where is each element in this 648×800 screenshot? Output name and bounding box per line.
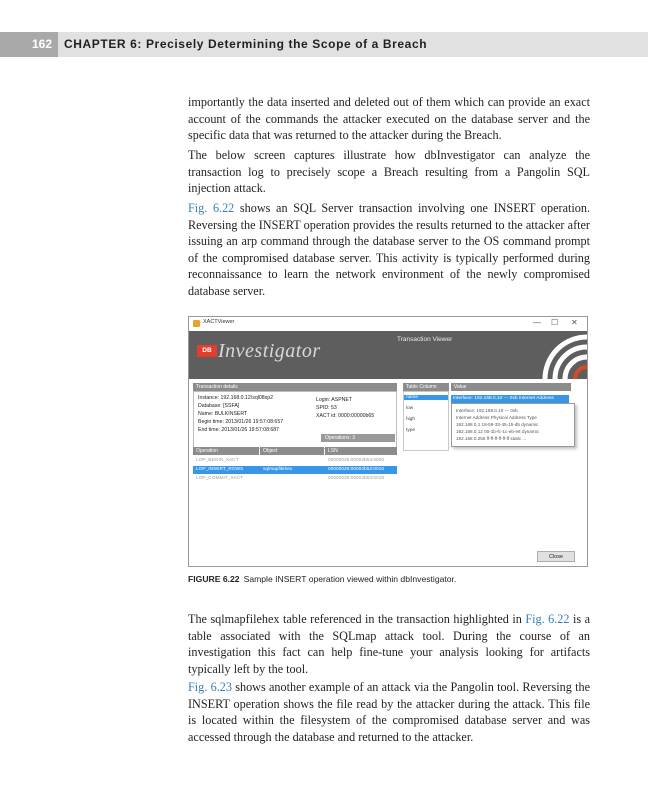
- operation-cell: LOP_BEGIN_XACT: [196, 458, 239, 463]
- tooltip-line: 192.168.0.255 ff-ff-ff-ff-ff-ff static ...: [456, 436, 527, 441]
- detail-instance: Instance: 192.168.0.12\sql08sp2: [198, 395, 273, 401]
- tooltip-line: Interface: 192.168.0.10 --- 0xb: [456, 408, 518, 413]
- figure-screenshot: [188, 316, 588, 567]
- body-paragraph-4: [188, 611, 590, 677]
- app-banner: [189, 331, 587, 379]
- table-row[interactable]: [193, 475, 397, 483]
- logo-text: Investigator: [218, 340, 321, 362]
- minimize-icon[interactable]: —: [533, 318, 541, 327]
- caption-label: FIGURE 6.22: [188, 574, 240, 584]
- running-header: [0, 32, 648, 57]
- maximize-icon[interactable]: ☐: [551, 318, 559, 327]
- list-item[interactable]: low: [406, 406, 414, 411]
- value-tooltip: [451, 403, 575, 447]
- figure-reference-link[interactable]: Fig. 6.23: [188, 680, 232, 694]
- figure-caption: [188, 574, 456, 584]
- list-item[interactable]: type: [406, 428, 416, 433]
- grid-header-operation[interactable]: Operation: [193, 447, 259, 455]
- table-column-header[interactable]: Table Column: [403, 383, 449, 391]
- body-paragraph-2: The below screen captures illustrate how dbInvestigator can analyze the transaction log to precisely scope a Breach resulting from a Pangolin SQL injection attack.: [188, 148, 590, 196]
- table-row[interactable]: [193, 457, 397, 465]
- detail-login: Login: ASPNET: [316, 397, 353, 403]
- lsn-cell: 00000026:00002b53:0018: [328, 476, 385, 481]
- body-paragraph-3: [188, 200, 590, 300]
- paragraph-text: The sqlmapfilehex table referenced in the transaction highlighted in: [188, 612, 526, 626]
- banner-label: Transaction Viewer: [397, 336, 453, 343]
- tooltip-line: 192.168.0.12 00-1b-fc-1c-eb-e6 dynamic: [456, 429, 539, 434]
- close-button[interactable]: Close: [537, 551, 575, 562]
- detail-spid: SPID: 53: [316, 405, 337, 411]
- value-header[interactable]: Value: [451, 383, 571, 391]
- body-paragraph-5: [188, 679, 590, 745]
- caption-text: Sample INSERT operation viewed within dbInvestigator.: [243, 574, 457, 584]
- app-icon: [193, 320, 200, 327]
- object-cell: sqlmapfilehex: [263, 467, 293, 472]
- window-titlebar: [189, 317, 587, 331]
- table-column-list: [403, 391, 449, 451]
- detail-end-time: End time: 2013/01/26 19:57:08:687: [198, 427, 280, 433]
- grid-header-object[interactable]: Object: [260, 447, 324, 455]
- operations-count: Operations: 3: [321, 434, 395, 442]
- window-title: XACTViewer: [203, 319, 235, 325]
- logo-db-box: DB: [197, 345, 217, 357]
- detail-database: Database: [SSFA]: [198, 403, 240, 409]
- list-item[interactable]: high: [406, 417, 416, 422]
- table-row-selected[interactable]: [193, 466, 397, 474]
- close-icon[interactable]: ✕: [571, 318, 578, 327]
- paragraph-text: shows another example of an attack via the Pangolin tool. Reversing the INSERT operation shows the file read by the attacker during the attack. This file is located within the filesystem of the compromised database server and was accessed through the database and returned to the attacker.: [188, 680, 590, 744]
- tooltip-line: 192.168.0.1 18-59-33-45-15-d5 dynamic: [456, 422, 539, 427]
- lsn-cell: 00000026:00002b53:0005: [328, 458, 385, 463]
- operation-cell: LOP_COMMIT_XACT: [196, 476, 244, 481]
- tooltip-line: Internet Address Physical Address Type: [456, 415, 537, 420]
- paragraph-text: shows an SQL Server transaction involving one INSERT operation. Reversing the INSERT operation provides the results returned to the attacker after issuing an arp command through the database server to the OS command prompt of the compromised database server. This activity is typically performed during reconnaissance to learn the network environment of the newly compromised database server.: [188, 201, 590, 298]
- chapter-title: CHAPTER 6: Precisely Determining the Scope of a Breach: [64, 37, 428, 51]
- value-selected-row[interactable]: Interface: 192.168.0.10 --- 0xb Internet Address: [451, 395, 569, 403]
- grid-header-lsn[interactable]: LSN: [325, 447, 397, 455]
- figure-reference-link[interactable]: Fig. 6.22: [525, 612, 570, 626]
- signal-arcs-icon: [535, 331, 587, 379]
- list-item-selected[interactable]: name: [404, 395, 448, 400]
- page-number: 162: [0, 32, 58, 57]
- lsn-cell: 00000026:00002b53:0016: [328, 467, 385, 472]
- detail-begin-time: Begin time: 2013/01/26 19:57:08:657: [198, 419, 284, 425]
- figure-reference-link[interactable]: Fig. 6.22: [188, 201, 235, 215]
- body-paragraph-1: importantly the data inserted and deleted out of them which can provide an exact account of the commands the attacker executed on the database server and the specific data that was returned to the attacker during the Breach.: [188, 95, 590, 143]
- detail-name: Name: BULKINSERT: [198, 411, 248, 417]
- operation-cell: LOP_INSERT_ROWS: [196, 467, 244, 472]
- details-header: Transaction details: [193, 383, 397, 391]
- paragraph-text: is a table associated with the SQLmap attack tool. During the course of an investigation this fact can help fine-tune your analysis looking for artifacts typically left by the tool.: [188, 612, 590, 676]
- detail-xact-id: XACT id: 0000:00000b65: [316, 413, 375, 419]
